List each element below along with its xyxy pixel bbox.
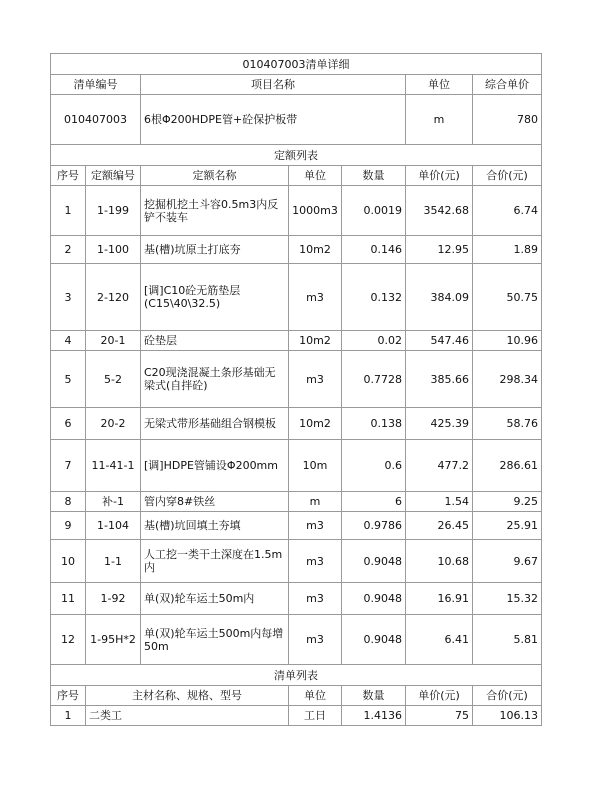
quota-row <box>51 236 542 264</box>
quota-total: 25.91 <box>473 512 542 540</box>
quota-qty: 0.9048 <box>342 583 406 615</box>
list-qty-header: 数量 <box>342 686 406 706</box>
quota-seq: 3 <box>51 264 86 331</box>
list-qty: 1.4136 <box>342 706 406 726</box>
list-seq: 1 <box>51 706 86 726</box>
quota-price: 12.95 <box>406 236 473 264</box>
quota-row <box>51 492 542 512</box>
bill-unit-header: 单位 <box>406 75 473 95</box>
quota-code-header: 定额编号 <box>86 166 141 186</box>
quota-code: 1-1 <box>86 540 141 583</box>
quota-row <box>51 615 542 665</box>
quota-unit: 10m2 <box>289 331 342 351</box>
bill-name: 6根Φ200HDPE管+砼保护板带 <box>141 95 406 145</box>
quota-name: 基(槽)坑原土打底夯 <box>141 236 289 264</box>
title-row <box>51 54 542 75</box>
quota-code: 20-1 <box>86 331 141 351</box>
list-row <box>51 706 542 726</box>
quota-code: 2-120 <box>86 264 141 331</box>
bill-unit: m <box>406 95 473 145</box>
quota-price: 10.68 <box>406 540 473 583</box>
quota-unit: m <box>289 492 342 512</box>
quota-row <box>51 331 542 351</box>
quota-code: 11-41-1 <box>86 440 141 492</box>
quota-qty: 0.02 <box>342 331 406 351</box>
quota-seq: 9 <box>51 512 86 540</box>
bill-price-header: 综合单价 <box>473 75 542 95</box>
quota-row <box>51 351 542 408</box>
quota-seq: 6 <box>51 408 86 440</box>
list-total: 106.13 <box>473 706 542 726</box>
quota-code: 1-104 <box>86 512 141 540</box>
quota-unit: m3 <box>289 512 342 540</box>
quota-qty: 0.9048 <box>342 540 406 583</box>
quota-price: 26.45 <box>406 512 473 540</box>
quota-seq: 7 <box>51 440 86 492</box>
quota-seq: 8 <box>51 492 86 512</box>
quota-unit: 1000m3 <box>289 186 342 236</box>
quota-total: 6.74 <box>473 186 542 236</box>
quota-name: 挖掘机挖土斗容0.5m3内反铲不装车 <box>141 186 289 236</box>
list-name-header: 主材名称、规格、型号 <box>86 686 289 706</box>
quota-code: 1-92 <box>86 583 141 615</box>
quota-qty: 0.146 <box>342 236 406 264</box>
quota-unit: m3 <box>289 615 342 665</box>
quota-unit: m3 <box>289 351 342 408</box>
bill-code: 010407003 <box>51 95 141 145</box>
quota-code: 1-199 <box>86 186 141 236</box>
list-unit: 工日 <box>289 706 342 726</box>
quota-row <box>51 583 542 615</box>
quota-seq: 10 <box>51 540 86 583</box>
quota-price: 547.46 <box>406 331 473 351</box>
quota-unit: 10m2 <box>289 408 342 440</box>
quota-row <box>51 512 542 540</box>
list-price-header: 单价(元) <box>406 686 473 706</box>
quota-row <box>51 186 542 236</box>
list-total-header: 合价(元) <box>473 686 542 706</box>
quota-seq: 1 <box>51 186 86 236</box>
quota-qty: 0.7728 <box>342 351 406 408</box>
quota-seq: 11 <box>51 583 86 615</box>
quota-section-row <box>51 145 542 166</box>
quota-row <box>51 408 542 440</box>
quota-unit: m3 <box>289 540 342 583</box>
quota-total: 9.67 <box>473 540 542 583</box>
quota-price: 6.41 <box>406 615 473 665</box>
quota-total: 10.96 <box>473 331 542 351</box>
quota-section-title: 定额列表 <box>51 145 542 166</box>
bill-header-row <box>51 75 542 95</box>
bill-name-header: 项目名称 <box>141 75 406 95</box>
quota-unit: 10m2 <box>289 236 342 264</box>
quota-price: 477.2 <box>406 440 473 492</box>
table-title: 010407003清单详细 <box>51 54 542 75</box>
quota-price: 3542.68 <box>406 186 473 236</box>
quota-row <box>51 540 542 583</box>
quota-code: 20-2 <box>86 408 141 440</box>
list-header-row <box>51 686 542 706</box>
quota-seq: 12 <box>51 615 86 665</box>
quota-qty: 0.6 <box>342 440 406 492</box>
bill-row <box>51 95 542 145</box>
quota-qty-header: 数量 <box>342 166 406 186</box>
quota-code: 1-95H*2 <box>86 615 141 665</box>
quota-total: 286.61 <box>473 440 542 492</box>
quota-code: 补-1 <box>86 492 141 512</box>
list-price: 75 <box>406 706 473 726</box>
quota-name: 单(双)轮车运土50m内 <box>141 583 289 615</box>
list-section-row <box>51 665 542 686</box>
quota-price: 1.54 <box>406 492 473 512</box>
bill-detail-table <box>50 53 542 726</box>
quota-total: 1.89 <box>473 236 542 264</box>
quota-seq: 4 <box>51 331 86 351</box>
quota-name: 单(双)轮车运土500m内每增50m <box>141 615 289 665</box>
quota-total: 58.76 <box>473 408 542 440</box>
quota-code: 1-100 <box>86 236 141 264</box>
quota-name: C20现浇混凝土条形基础无梁式(自拌砼) <box>141 351 289 408</box>
quota-unit: 10m <box>289 440 342 492</box>
quota-total: 298.34 <box>473 351 542 408</box>
bill-code-header: 清单编号 <box>51 75 141 95</box>
quota-total: 50.75 <box>473 264 542 331</box>
quota-name: [调]HDPE管铺设Φ200mm <box>141 440 289 492</box>
quota-name: 基(槽)坑回填土夯填 <box>141 512 289 540</box>
list-unit-header: 单位 <box>289 686 342 706</box>
quota-total: 15.32 <box>473 583 542 615</box>
quota-qty: 6 <box>342 492 406 512</box>
quota-code: 5-2 <box>86 351 141 408</box>
quota-name: 管内穿8#铁丝 <box>141 492 289 512</box>
quota-price-header: 单价(元) <box>406 166 473 186</box>
quota-total: 9.25 <box>473 492 542 512</box>
quota-price: 385.66 <box>406 351 473 408</box>
quota-unit-header: 单位 <box>289 166 342 186</box>
quota-row <box>51 264 542 331</box>
quota-qty: 0.9786 <box>342 512 406 540</box>
quota-name: 砼垫层 <box>141 331 289 351</box>
quota-price: 16.91 <box>406 583 473 615</box>
quota-name: 无梁式带形基础组合钢模板 <box>141 408 289 440</box>
quota-total-header: 合价(元) <box>473 166 542 186</box>
quota-header-row <box>51 166 542 186</box>
quota-qty: 0.132 <box>342 264 406 331</box>
quota-total: 5.81 <box>473 615 542 665</box>
quota-qty: 0.9048 <box>342 615 406 665</box>
quota-seq: 5 <box>51 351 86 408</box>
quota-name: [调]C10砼无筋垫层(C15\40\32.5) <box>141 264 289 331</box>
bill-price: 780 <box>473 95 542 145</box>
quota-seq-header: 序号 <box>51 166 86 186</box>
quota-name-header: 定额名称 <box>141 166 289 186</box>
list-name: 二类工 <box>86 706 289 726</box>
quota-unit: m3 <box>289 264 342 331</box>
quota-price: 384.09 <box>406 264 473 331</box>
quota-qty: 0.0019 <box>342 186 406 236</box>
list-seq-header: 序号 <box>51 686 86 706</box>
quota-qty: 0.138 <box>342 408 406 440</box>
quota-seq: 2 <box>51 236 86 264</box>
list-section-title: 清单列表 <box>51 665 542 686</box>
quota-price: 425.39 <box>406 408 473 440</box>
quota-name: 人工挖一类干土深度在1.5m内 <box>141 540 289 583</box>
quota-row <box>51 440 542 492</box>
quota-unit: m3 <box>289 583 342 615</box>
